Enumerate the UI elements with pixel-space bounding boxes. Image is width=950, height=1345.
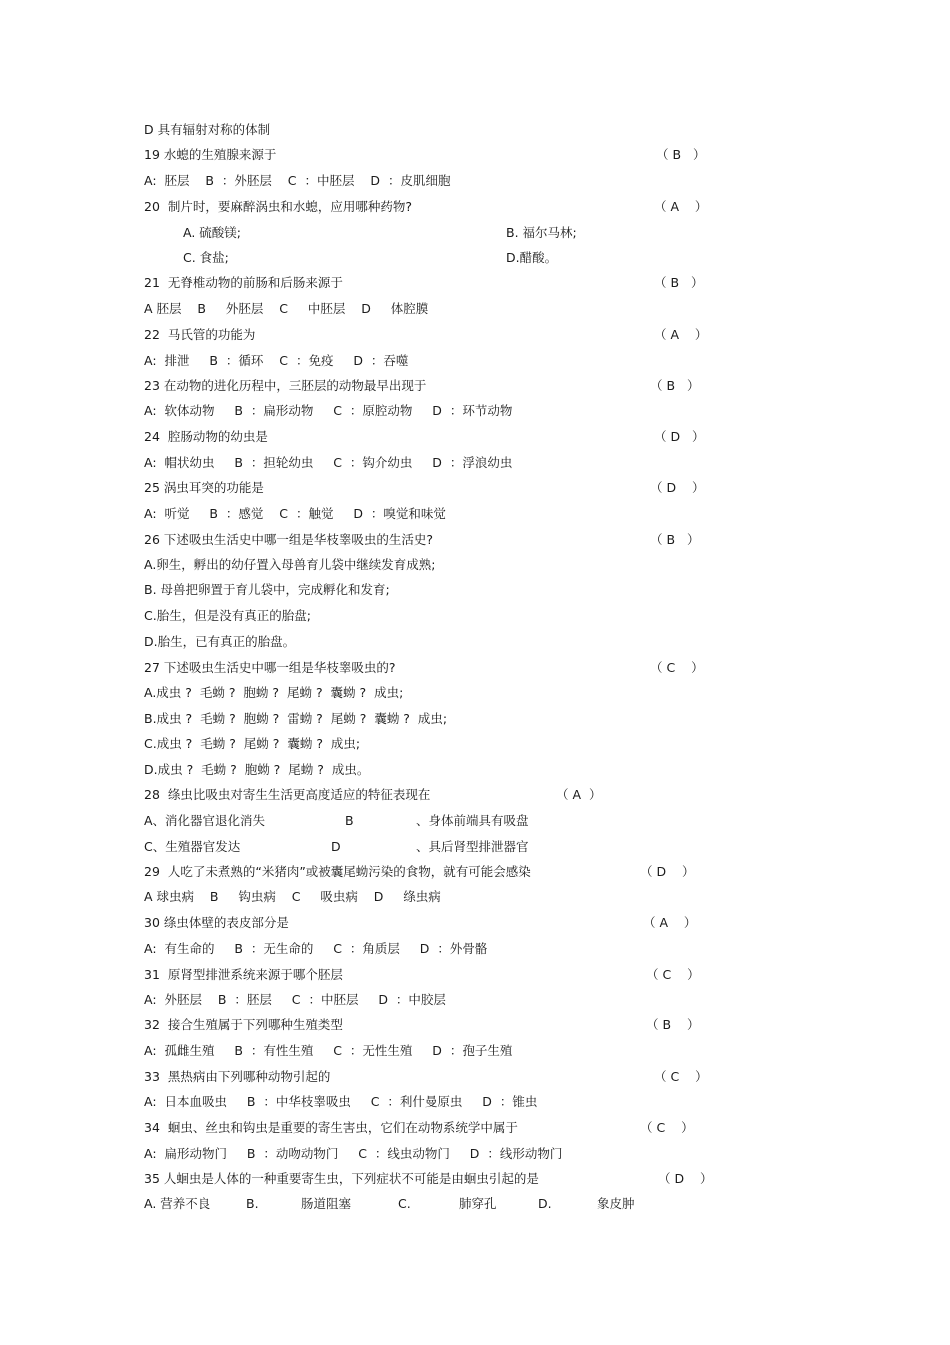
- options-33: A: 日本血吸虫 B ：中华枝睾吸虫 C ：利什曼原虫 D ：锥虫: [144, 1094, 538, 1109]
- option-35-b: 肠道阻塞: [301, 1196, 352, 1211]
- answer-20: （ A ）: [654, 199, 708, 214]
- option-35-c: 肺穿孔: [459, 1196, 497, 1211]
- question-35: 35 人蛔虫是人体的一种重要寄生虫，下列症状不可能是由蛔虫引起的是: [144, 1171, 539, 1186]
- question-25: 25 涡虫耳突的功能是: [144, 480, 264, 495]
- question-20: 20 制片时，要麻醉涡虫和水螅，应用哪种药物?: [144, 199, 412, 214]
- options-31: A: 外胚层 B ：胚层 C ：中胚层 D ：中胶层: [144, 992, 446, 1007]
- text-line: D 具有辐射对称的体制: [144, 122, 271, 137]
- option-20-c: C. 食盐;: [183, 250, 229, 265]
- option-35-d: 象皮肿: [597, 1196, 635, 1211]
- answer-26: （ B ）: [650, 532, 700, 547]
- answer-25: （ D ）: [650, 480, 705, 495]
- question-30: 30 绦虫体壁的表皮部分是: [144, 915, 289, 930]
- option-20-d: D.醋酸。: [506, 250, 558, 265]
- option-35-b-letter: B.: [246, 1196, 259, 1211]
- question-34: 34 蛔虫、丝虫和钩虫是重要的寄生害虫，它们在动物系统学中属于: [144, 1120, 518, 1135]
- option-20-a: A. 硫酸镁;: [183, 225, 241, 240]
- answer-22: （ A ）: [654, 327, 708, 342]
- option-28-c: C、生殖器官发达: [144, 839, 241, 854]
- answer-24: （ D ）: [654, 429, 705, 444]
- options-21: A 胚层 B 外胚层 C 中胚层 D 体腔膜: [144, 301, 429, 316]
- option-28-d: 、具后肾型排泄器官: [416, 839, 529, 854]
- option-26-b: B. 母兽把卵置于育儿袋中，完成孵化和发育;: [144, 582, 390, 597]
- question-23: 23 在动物的进化历程中，三胚层的动物最早出现于: [144, 378, 427, 393]
- options-30: A: 有生命的 B ：无生命的 C ：角质层 D ：外骨骼: [144, 941, 488, 956]
- option-27-a: A.成虫 ? 毛蚴 ? 胞蚴 ? 尾蚴 ? 囊蚴 ? 成虫;: [144, 685, 404, 700]
- question-22: 22 马氏管的功能为: [144, 327, 256, 342]
- options-23: A: 软体动物 B ：扁形动物 C ：原腔动物 D ：环节动物: [144, 403, 513, 418]
- answer-33: （ C ）: [654, 1069, 708, 1084]
- options-22: A: 排泄 B ：循环 C ：免疫 D ：吞噬: [144, 353, 409, 368]
- option-28-b: 、身体前端具有吸盘: [416, 813, 529, 828]
- option-26-d: D.胎生，已有真正的胎盘。: [144, 634, 296, 649]
- question-26: 26 下述吸虫生活史中哪一组是华枝睾吸虫的生活史?: [144, 532, 434, 547]
- question-32: 32 接合生殖属于下列哪种生殖类型: [144, 1017, 343, 1032]
- option-27-b: B.成虫 ? 毛蚴 ? 胞蚴 ? 雷蚴 ? 尾蚴 ? 囊蚴 ? 成虫;: [144, 711, 448, 726]
- answer-31: （ C ）: [646, 967, 700, 982]
- answer-21: （ B ）: [654, 275, 704, 290]
- answer-32: （ B ）: [646, 1017, 700, 1032]
- option-35-a: A. 营养不良: [144, 1196, 211, 1211]
- question-19: 19 水螅的生殖腺来源于: [144, 147, 277, 162]
- question-27: 27 下述吸虫生活史中哪一组是华枝睾吸虫的?: [144, 660, 396, 675]
- answer-27: （ C ）: [650, 660, 704, 675]
- answer-29: （ D ）: [640, 864, 695, 879]
- option-35-c-letter: C.: [398, 1196, 411, 1211]
- question-21: 21 无脊椎动物的前肠和后肠来源于: [144, 275, 343, 290]
- option-28-a: A、消化器官退化消失: [144, 813, 266, 828]
- option-27-d: D.成虫 ? 毛蚴 ? 胞蚴 ? 尾蚴 ? 成虫。: [144, 762, 370, 777]
- option-26-c: C.胎生，但是没有真正的胎盘;: [144, 608, 311, 623]
- question-24: 24 腔肠动物的幼虫是: [144, 429, 268, 444]
- options-24: A: 帽状幼虫 B ：担轮幼虫 C ：钩介幼虫 D ：浮浪幼虫: [144, 455, 513, 470]
- question-31: 31 原肾型排泄系统来源于哪个胚层: [144, 967, 343, 982]
- options-34: A: 扁形动物门 B ：动吻动物门 C ：线虫动物门 D ：线形动物门: [144, 1146, 563, 1161]
- answer-23: （ B ）: [650, 378, 700, 393]
- question-29: 29 人吃了未煮熟的“米猪肉”或被囊尾蚴污染的食物，就有可能会感染: [144, 864, 531, 879]
- answer-34: （ C ）: [640, 1120, 694, 1135]
- option-26-a: A.卵生，孵出的幼仔置入母兽育儿袋中继续发育成熟;: [144, 557, 436, 572]
- answer-35: （ D ）: [658, 1171, 713, 1186]
- option-28-b-letter: B: [345, 813, 354, 828]
- option-27-c: C.成虫 ? 毛蚴 ? 尾蚴 ? 囊蚴 ? 成虫;: [144, 736, 361, 751]
- options-19: A: 胚层 B ：外胚层 C ：中胚层 D ：皮肌细胞: [144, 173, 451, 188]
- question-28: 28 绦虫比吸虫对寄生生活更高度适应的特征表现在: [144, 787, 431, 802]
- options-25: A: 听觉 B ：感觉 C ：触觉 D ：嗅觉和味觉: [144, 506, 446, 521]
- answer-19: （ B ）: [656, 147, 706, 162]
- option-35-d-letter: D.: [538, 1196, 552, 1211]
- answer-30: （ A ）: [643, 915, 697, 930]
- question-33: 33 黑热病由下列哪种动物引起的: [144, 1069, 331, 1084]
- answer-28: （ A ）: [556, 787, 602, 802]
- option-20-b: B. 福尔马林;: [506, 225, 577, 240]
- options-29: A 球虫病 B 钩虫病 C 吸虫病 D 绦虫病: [144, 889, 441, 904]
- options-32: A: 孤雌生殖 B ：有性生殖 C ：无性生殖 D ：孢子生殖: [144, 1043, 513, 1058]
- option-28-d-letter: D: [331, 839, 341, 854]
